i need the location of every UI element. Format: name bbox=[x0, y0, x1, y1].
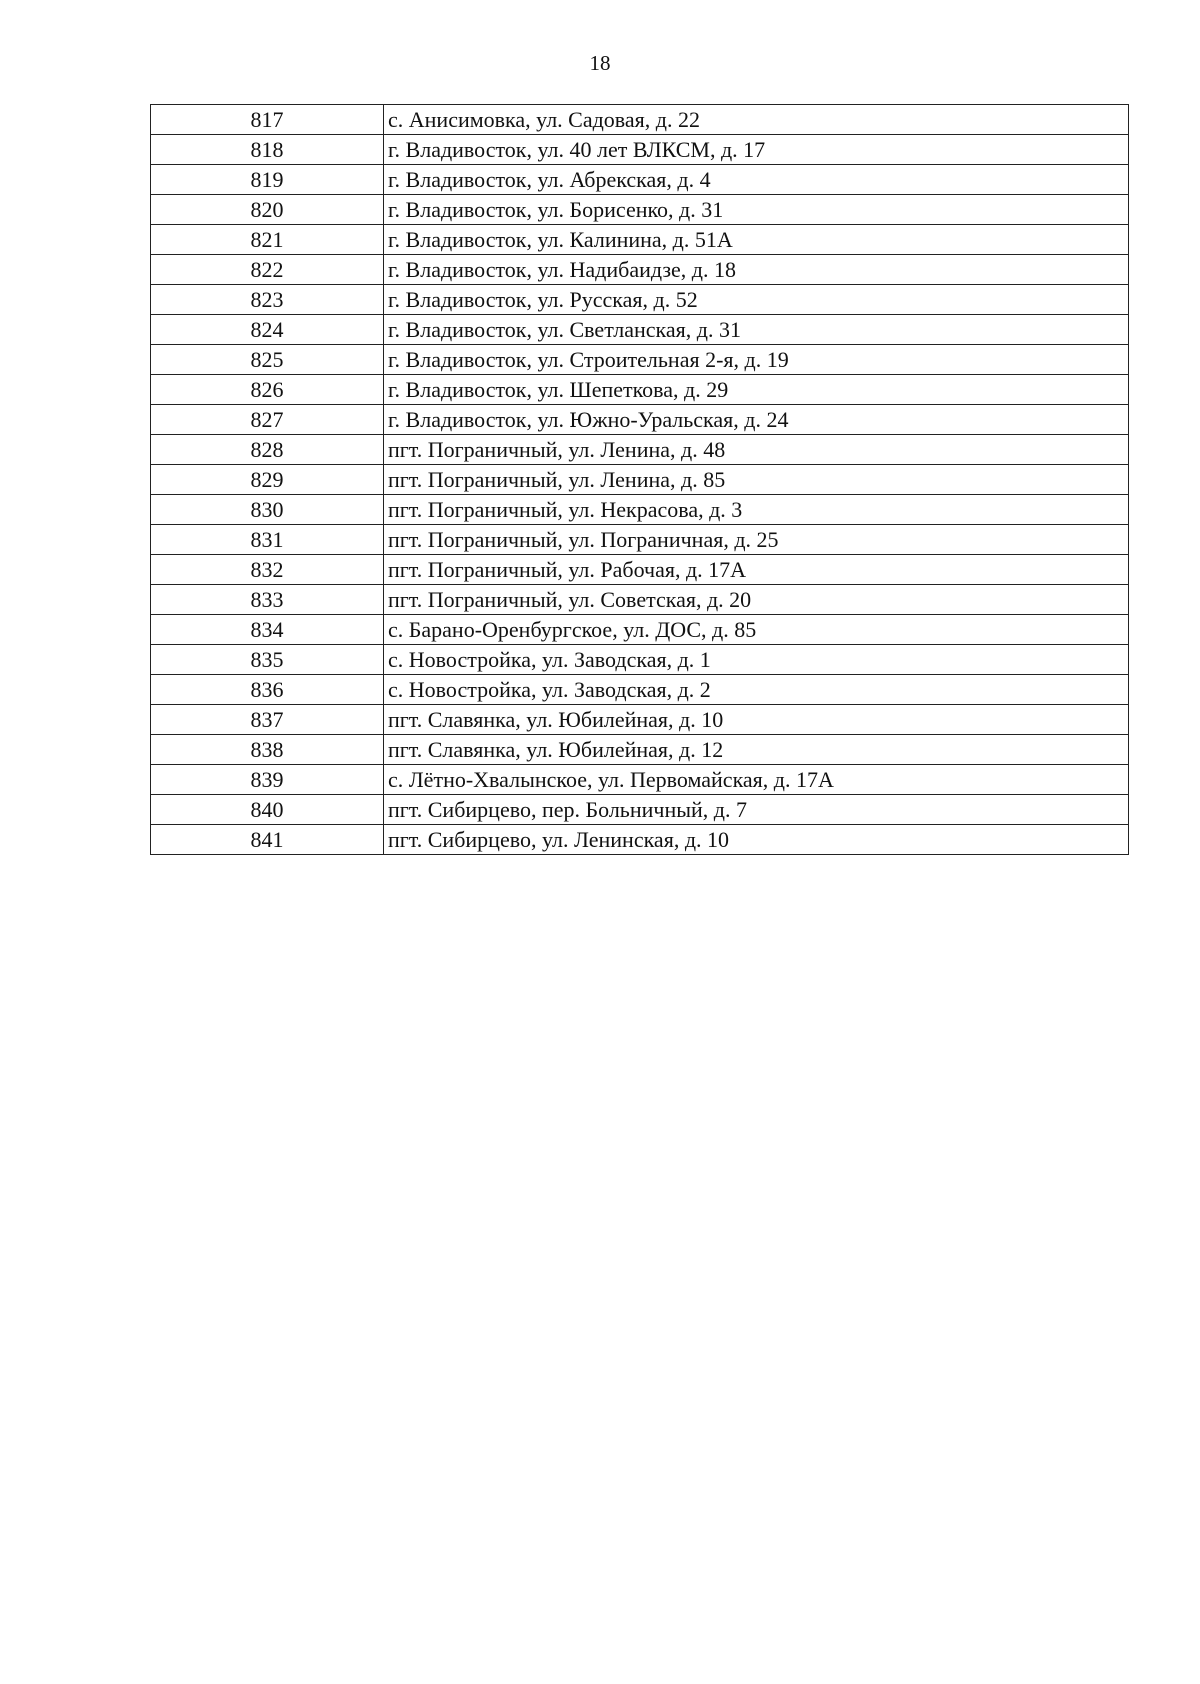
table-row bbox=[151, 405, 1129, 435]
row-number: 826 bbox=[151, 375, 384, 404]
table-row bbox=[151, 135, 1129, 165]
row-address: с. Новостройка, ул. Заводская, д. 1 bbox=[384, 645, 1129, 674]
row-address: с. Анисимовка, ул. Садовая, д. 22 bbox=[384, 105, 1129, 134]
table-row bbox=[151, 675, 1129, 705]
row-address: пгт. Пограничный, ул. Рабочая, д. 17А bbox=[384, 555, 1129, 584]
table-row bbox=[151, 315, 1129, 345]
row-address: г. Владивосток, ул. Надибаидзе, д. 18 bbox=[384, 255, 1129, 284]
row-number: 840 bbox=[151, 795, 384, 824]
row-number: 841 bbox=[151, 825, 384, 854]
row-address: пгт. Пограничный, ул. Советская, д. 20 bbox=[384, 585, 1129, 614]
row-address: г. Владивосток, ул. 40 лет ВЛКСМ, д. 17 bbox=[384, 135, 1129, 164]
row-number: 822 bbox=[151, 255, 384, 284]
table-row bbox=[151, 285, 1129, 315]
page-number: 18 bbox=[589, 51, 611, 75]
table-row bbox=[151, 465, 1129, 495]
row-number: 839 bbox=[151, 765, 384, 794]
row-address: г. Владивосток, ул. Строительная 2-я, д. 19 bbox=[384, 345, 1129, 374]
row-address: пгт. Пограничный, ул. Некрасова, д. 3 bbox=[384, 495, 1129, 524]
row-number: 832 bbox=[151, 555, 384, 584]
row-number: 829 bbox=[151, 465, 384, 494]
row-number: 818 bbox=[151, 135, 384, 164]
row-address: г. Владивосток, ул. Абрекская, д. 4 bbox=[384, 165, 1129, 194]
table-row bbox=[151, 645, 1129, 675]
row-number: 820 bbox=[151, 195, 384, 224]
table-row bbox=[151, 375, 1129, 405]
row-address: пгт. Славянка, ул. Юбилейная, д. 10 bbox=[384, 705, 1129, 734]
row-address: с. Лётно-Хвалынское, ул. Первомайская, д. 17А bbox=[384, 765, 1129, 794]
row-number: 835 bbox=[151, 645, 384, 674]
row-address: с. Барано-Оренбургское, ул. ДОС, д. 85 bbox=[384, 615, 1129, 644]
row-number: 831 bbox=[151, 525, 384, 554]
row-address: г. Владивосток, ул. Калинина, д. 51А bbox=[384, 225, 1129, 254]
table-row bbox=[151, 555, 1129, 585]
row-address: пгт. Сибирцево, пер. Больничный, д. 7 bbox=[384, 795, 1129, 824]
address-table bbox=[150, 104, 1129, 855]
row-address: г. Владивосток, ул. Южно-Уральская, д. 24 bbox=[384, 405, 1129, 434]
row-address: пгт. Пограничный, ул. Ленина, д. 85 bbox=[384, 465, 1129, 494]
row-number: 825 bbox=[151, 345, 384, 374]
row-address: пгт. Славянка, ул. Юбилейная, д. 12 bbox=[384, 735, 1129, 764]
row-number: 817 bbox=[151, 105, 384, 134]
row-address: г. Владивосток, ул. Светланская, д. 31 bbox=[384, 315, 1129, 344]
table-row bbox=[151, 255, 1129, 285]
table-row bbox=[151, 735, 1129, 765]
row-number: 834 bbox=[151, 615, 384, 644]
row-address: пгт. Пограничный, ул. Ленина, д. 48 bbox=[384, 435, 1129, 464]
table-row bbox=[151, 705, 1129, 735]
row-number: 833 bbox=[151, 585, 384, 614]
table-row bbox=[151, 165, 1129, 195]
table-row bbox=[151, 765, 1129, 795]
row-address: г. Владивосток, ул. Шепеткова, д. 29 bbox=[384, 375, 1129, 404]
table-row bbox=[151, 495, 1129, 525]
table-row bbox=[151, 585, 1129, 615]
row-number: 838 bbox=[151, 735, 384, 764]
row-address: пгт. Сибирцево, ул. Ленинская, д. 10 bbox=[384, 825, 1129, 854]
table-row bbox=[151, 195, 1129, 225]
row-number: 836 bbox=[151, 675, 384, 704]
table-row bbox=[151, 795, 1129, 825]
row-address: пгт. Пограничный, ул. Пограничная, д. 25 bbox=[384, 525, 1129, 554]
row-number: 837 bbox=[151, 705, 384, 734]
row-address: г. Владивосток, ул. Борисенко, д. 31 bbox=[384, 195, 1129, 224]
row-number: 827 bbox=[151, 405, 384, 434]
row-number: 828 bbox=[151, 435, 384, 464]
row-number: 823 bbox=[151, 285, 384, 314]
row-address: г. Владивосток, ул. Русская, д. 52 bbox=[384, 285, 1129, 314]
row-number: 819 bbox=[151, 165, 384, 194]
table-row bbox=[151, 105, 1129, 135]
row-address: с. Новостройка, ул. Заводская, д. 2 bbox=[384, 675, 1129, 704]
table-row bbox=[151, 825, 1129, 855]
table-row bbox=[151, 615, 1129, 645]
table-row bbox=[151, 435, 1129, 465]
row-number: 824 bbox=[151, 315, 384, 344]
table-row bbox=[151, 345, 1129, 375]
table-row bbox=[151, 525, 1129, 555]
table-row bbox=[151, 225, 1129, 255]
row-number: 830 bbox=[151, 495, 384, 524]
row-number: 821 bbox=[151, 225, 384, 254]
